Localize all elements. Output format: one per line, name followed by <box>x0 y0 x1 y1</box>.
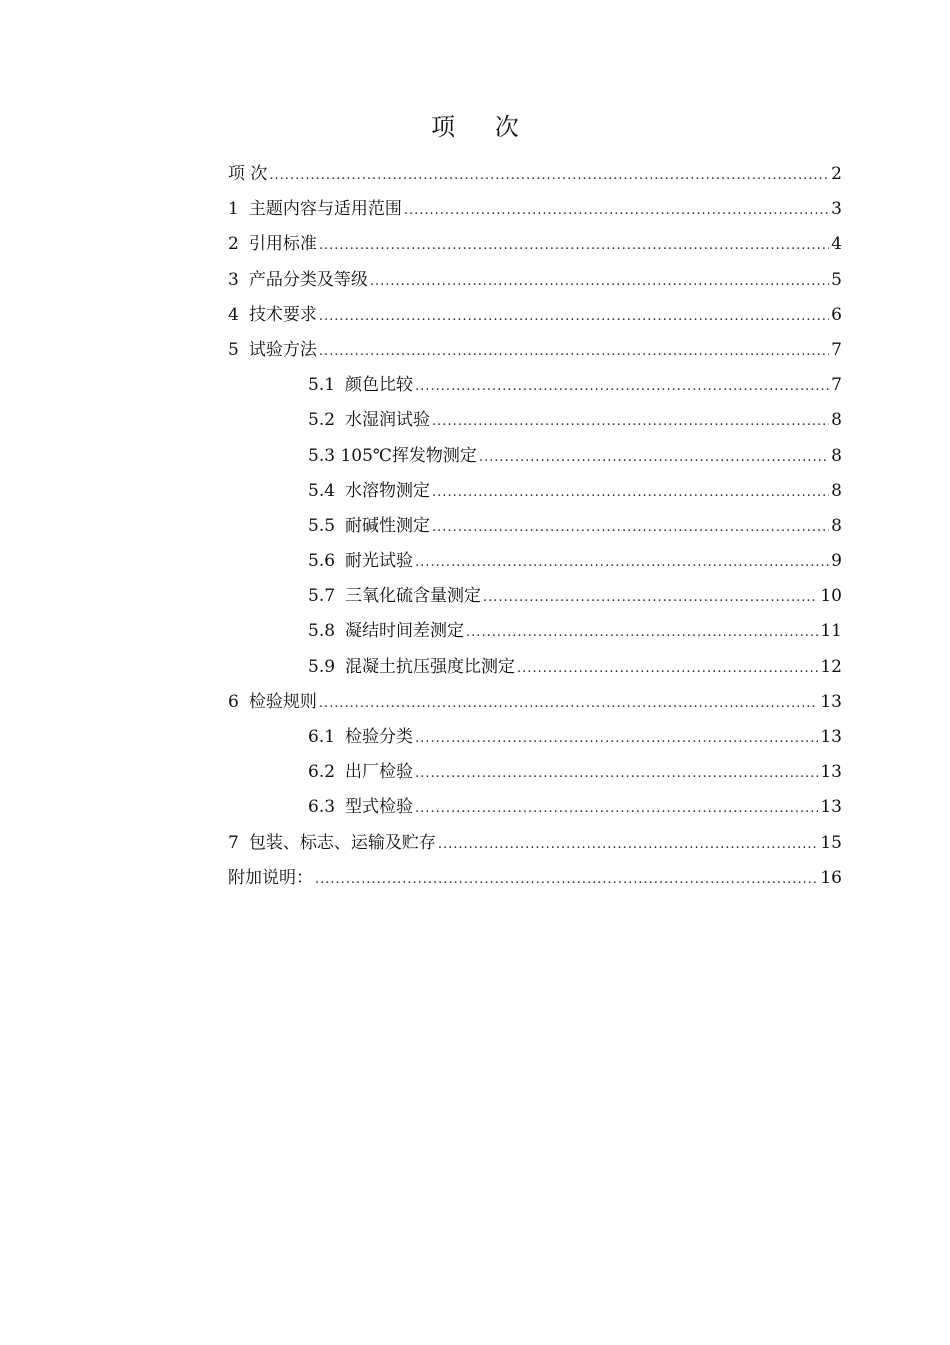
toc-dot-leader <box>319 228 829 263</box>
toc-entry-page-number: 9 <box>831 551 842 572</box>
toc-entry-title: 项 次 <box>228 164 268 184</box>
toc-entry-title: 混凝土抗压强度比测定 <box>345 656 516 677</box>
toc-dot-leader <box>315 862 818 897</box>
toc-entry-title: 试验方法 <box>248 339 317 360</box>
toc-entry[interactable] <box>228 368 842 403</box>
toc-entry-number: 5.5 <box>308 515 336 536</box>
toc-dot-leader <box>432 404 829 439</box>
toc-entry-number: 6 <box>228 691 239 712</box>
toc-dot-leader <box>415 721 818 756</box>
toc-entry-page-number: 7 <box>831 339 842 360</box>
toc-entry-page-number: 16 <box>820 867 842 888</box>
toc-entry[interactable] <box>228 157 842 192</box>
toc-entry-number: 1 <box>228 199 239 220</box>
toc-entry-page-number: 2 <box>831 164 842 184</box>
toc-entry-page-number: 13 <box>820 727 842 747</box>
toc-dot-leader <box>466 615 818 650</box>
toc-entry[interactable] <box>228 298 842 333</box>
toc-entry-page-number: 8 <box>831 515 842 536</box>
toc-entry-number: 2 <box>228 234 239 255</box>
toc-entry[interactable] <box>228 579 842 614</box>
toc-entry-number: 5.7 <box>308 586 336 607</box>
toc-entry-page-number: 6 <box>831 304 842 325</box>
toc-entry-page-number: 11 <box>820 621 842 642</box>
toc-entry[interactable] <box>228 790 842 825</box>
toc-entry[interactable] <box>228 685 842 720</box>
toc-entry-title: 主题内容与适用范围 <box>248 199 402 220</box>
toc-entry[interactable] <box>228 509 842 544</box>
toc-dot-leader <box>438 827 819 862</box>
toc-entry[interactable] <box>228 861 842 896</box>
toc-entry-page-number: 12 <box>820 656 842 677</box>
toc-entry-title: 耐光试验 <box>345 551 414 572</box>
toc-entry-number: 3 <box>228 269 239 290</box>
toc-entry-number: 6.1 <box>308 727 336 747</box>
toc-entry-title: 凝结时间差测定 <box>345 621 465 642</box>
toc-entry-title: 水湿润试验 <box>345 410 431 431</box>
toc-entry-title: 检验分类 <box>345 727 414 747</box>
toc-entry[interactable] <box>228 755 842 790</box>
toc-entry[interactable] <box>228 720 842 755</box>
toc-entry-title: 型式检验 <box>345 797 414 818</box>
toc-entry[interactable] <box>228 192 842 227</box>
toc-entry-page-number: 13 <box>820 691 842 712</box>
toc-entry-title: 三氧化硫含量测定 <box>345 586 482 607</box>
toc-entry-page-number: 13 <box>820 762 842 783</box>
toc-entry[interactable] <box>228 650 842 685</box>
toc-entry[interactable] <box>228 439 842 474</box>
toc-entry-page-number: 15 <box>820 832 842 853</box>
toc-dot-leader <box>415 545 829 580</box>
toc-entry-number: 7 <box>228 832 239 853</box>
toc-entry-title: 颜色比较 <box>345 375 414 396</box>
toc-dot-leader <box>479 440 829 475</box>
toc-entry-number: 5.2 <box>308 410 336 431</box>
toc-entry-title: 检验规则 <box>248 691 317 712</box>
toc-entry-page-number: 10 <box>820 586 842 607</box>
toc-entry-title: 引用标准 <box>248 234 317 255</box>
toc-entry-title: 技术要求 <box>248 304 317 325</box>
toc-dot-leader <box>483 580 818 615</box>
toc-entry-page-number: 4 <box>831 234 842 255</box>
toc-entry-page-number: 5 <box>831 269 842 290</box>
toc-dot-leader <box>415 369 829 404</box>
toc-dot-leader <box>415 791 818 826</box>
toc-entry-page-number: 8 <box>831 445 842 466</box>
toc-entry-title: 附加说明： <box>228 867 313 888</box>
toc-entry-title: 水溶物测定 <box>345 480 431 501</box>
toc-entry-number: 5.4 <box>308 480 336 501</box>
toc-dot-leader <box>319 334 829 369</box>
toc-dot-leader <box>404 193 829 228</box>
toc-dot-leader <box>319 299 829 334</box>
toc-entry[interactable] <box>228 333 842 368</box>
toc-entry-number: 4 <box>228 304 239 325</box>
toc-entry-page-number: 7 <box>831 375 842 396</box>
toc-list <box>228 157 842 896</box>
toc-entry[interactable] <box>228 614 842 649</box>
toc-entry[interactable] <box>228 227 842 262</box>
toc-entry[interactable] <box>228 263 842 298</box>
toc-dot-leader <box>269 158 829 193</box>
toc-entry[interactable] <box>228 474 842 509</box>
toc-entry-number: 6.2 <box>308 762 336 783</box>
toc-entry-title: 产品分类及等级 <box>248 269 368 290</box>
toc-entry-page-number: 8 <box>831 480 842 501</box>
toc-entry-page-number: 3 <box>831 199 842 220</box>
toc-entry-title: 耐碱性测定 <box>345 515 431 536</box>
toc-entry[interactable] <box>228 544 842 579</box>
toc-dot-leader <box>319 686 819 721</box>
toc-entry-number: 5.6 <box>308 551 336 572</box>
toc-entry[interactable] <box>228 403 842 438</box>
toc-entry-number: 5 <box>228 339 239 360</box>
toc-entry[interactable] <box>228 826 842 861</box>
toc-entry-title: 出厂检验 <box>345 762 414 783</box>
toc-entry-page-number: 8 <box>831 410 842 431</box>
toc-dot-leader <box>432 510 829 545</box>
toc-entry-title: 5.3 105℃挥发物测定 <box>308 445 477 466</box>
toc-dot-leader <box>432 475 829 510</box>
toc-heading: 项 次 <box>431 113 535 141</box>
toc-entry-number: 6.3 <box>308 797 336 818</box>
toc-dot-leader <box>517 651 818 686</box>
toc-entry-number: 5.9 <box>308 656 336 677</box>
toc-entry-page-number: 13 <box>820 797 842 818</box>
toc-dot-leader <box>370 264 829 299</box>
toc-dot-leader <box>415 756 818 791</box>
toc-entry-title: 包装、标志、运输及贮存 <box>248 832 436 853</box>
toc-entry-number: 5.1 <box>308 375 336 396</box>
toc-entry-number: 5.8 <box>308 621 336 642</box>
